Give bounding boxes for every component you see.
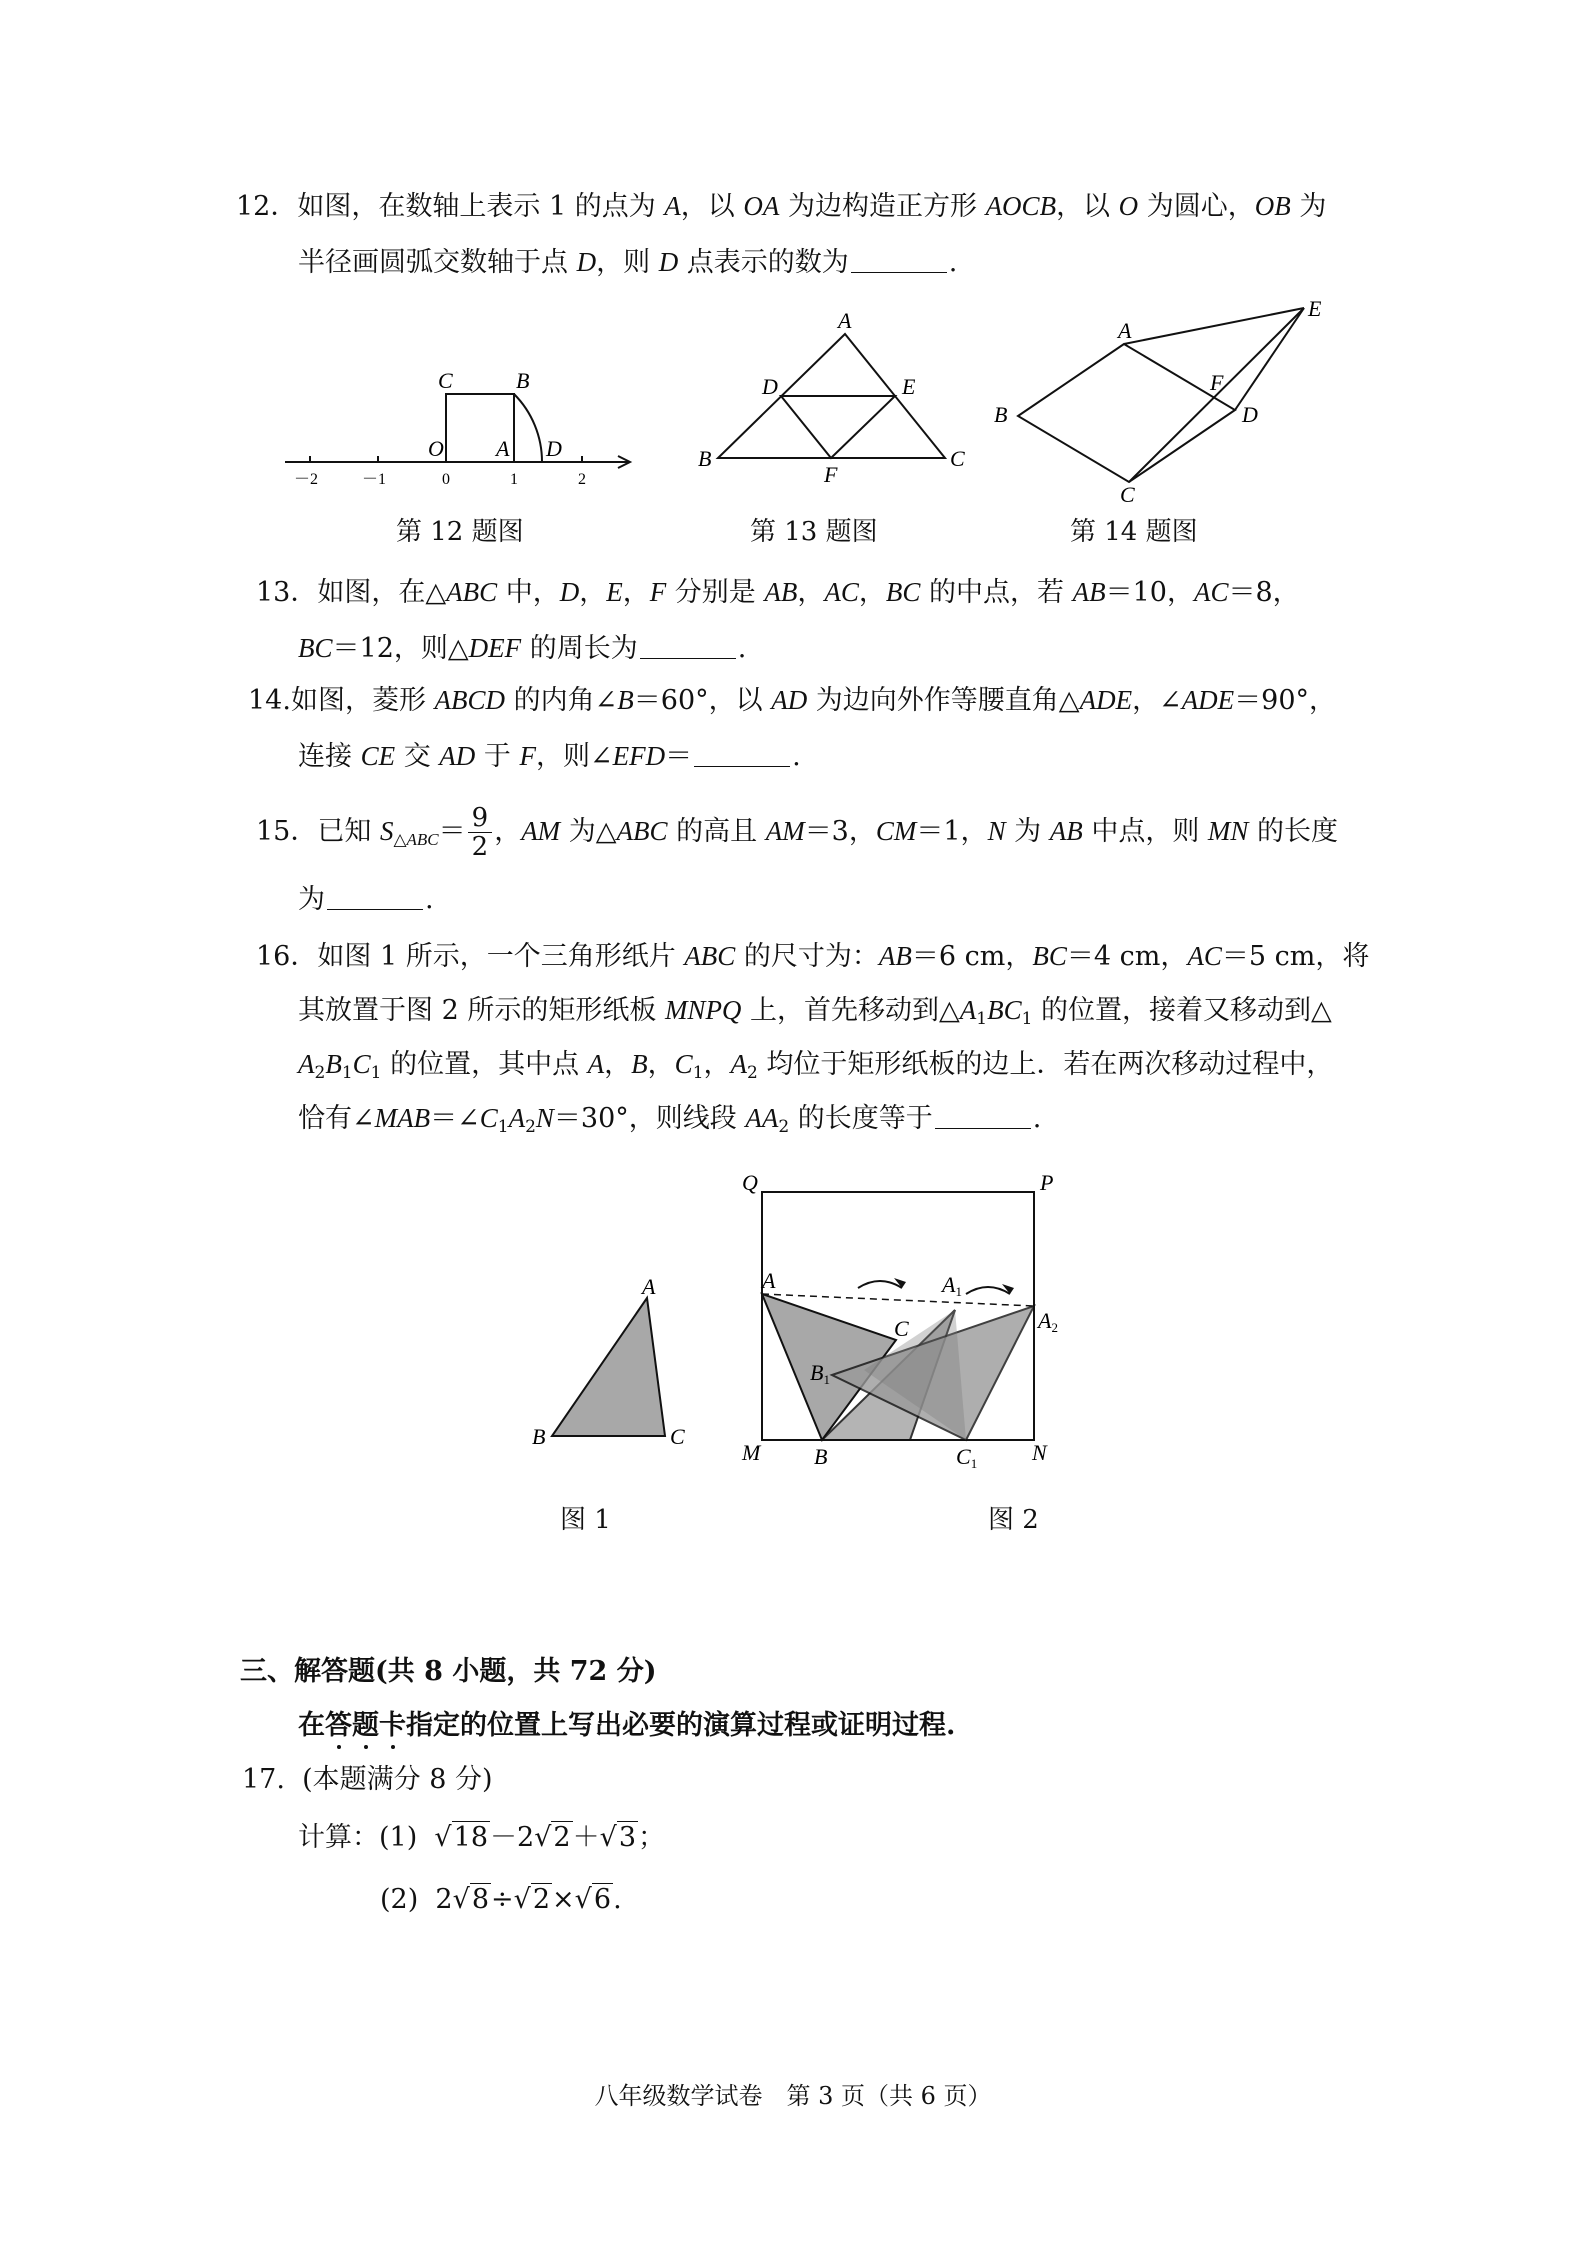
q17-part1: 计算：(1) √18－2√2＋√3； [298,1822,665,1853]
answer-blank [640,634,736,659]
label-C: C [894,1316,909,1341]
tick-label: 1 [510,471,518,488]
q13-line2: BC＝12，则△DEF 的周长为 . [298,633,747,664]
label-M: M [742,1440,761,1465]
label-A: A [496,436,510,461]
fraction: $\frac{9}{2}$ [468,804,493,861]
fig13-caption: 第 13 题图 [750,517,878,547]
q17-header: 17. (本题满分 8 分) [242,1764,493,1795]
label-B1: B1 [810,1360,830,1387]
q12-line2: 半径画圆弧交数轴于点 D，则 D 点表示的数为 . [298,247,958,278]
label-A: A [1118,318,1132,343]
fig16-2-rectangle [730,1160,1090,1480]
triangle-ABC [552,1298,665,1436]
label-B: B [516,368,530,393]
label-F: F [824,462,838,486]
label-C: C [438,368,453,393]
label-D: D [1242,402,1258,427]
q17-part2: (2) 2√8÷√2×√6. [380,1884,622,1915]
label-B: B [814,1444,828,1469]
q12-line1: 12．如图，在数轴上表示 1 的点为 A，以 OA 为边构造正方形 AOCB，以 O 为圆心，OB 为 [236,191,1327,222]
label-F: F [1210,370,1224,395]
page-footer: 八年级数学试卷 第 3 页（共 6 页） [594,2082,992,2110]
fig12-number-line [280,360,640,500]
fig14-caption: 第 14 题图 [1070,517,1198,547]
answer-blank [694,742,790,767]
fig12-caption: 第 12 题图 [396,517,524,547]
label-A2: A2 [1038,1308,1058,1335]
label-E: E [1308,296,1322,321]
label-B: B [532,1424,546,1449]
answer-blank [851,248,947,273]
label-B: B [698,446,712,471]
label-D: D [762,374,778,399]
label-C: C [670,1424,685,1449]
section-3-title: 三、解答题(共 8 小题，共 72 分) [240,1656,657,1687]
tick-label: －2 [294,471,319,488]
label-Q: Q [742,1170,758,1195]
label-C: C [950,446,965,471]
fig16-2-caption: 图 2 [988,1505,1039,1535]
q16-line3: $A_2B_1C_1$ 的位置，其中点 A，B，$C_1$，$A_2$ 均位于矩形纸板的边上．若在两次移动过程中， [298,1049,1334,1083]
label-A1: A1 [942,1272,962,1299]
label-C: C [1120,482,1135,506]
q16-line2: 其放置于图 2 所示的矩形纸板 MNPQ 上，首先移动到$\triangle A_1BC_1$ 的位置，接着又移动到△ [298,995,1332,1029]
fig14-rhombus [986,286,1346,506]
q15-line2: 为 . [298,884,434,915]
answer-blank [935,1104,1031,1129]
label-O: O [428,436,444,461]
answer-blank [327,885,423,910]
fig16-1-caption: 图 1 [560,1505,611,1535]
label-A: A [642,1274,656,1299]
label-A: A [762,1268,776,1293]
label-E: E [902,374,916,399]
label-B: B [994,402,1008,427]
q14-line1: 14.如图，菱形 ABCD 的内角∠B＝60°，以 AD 为边向外作等腰直角△ADE，∠ADE＝90°， [248,685,1337,716]
label-N: N [1032,1440,1047,1465]
fig13-triangle [690,306,970,486]
label-C1: C1 [956,1444,978,1471]
q16-line1: 16．如图 1 所示，一个三角形纸片 ABC 的尺寸为：AB＝6 cm，BC＝4 cm，AC＝5 cm，将 [256,941,1370,972]
label-P: P [1040,1170,1054,1195]
label-A: A [838,308,852,333]
section-3-instruction: 在答题卡指定的位置上写出必要的演算过程或证明过程. [298,1710,956,1741]
tick-label: －1 [362,471,387,488]
fig16-1-triangle [520,1266,720,1466]
q14-line2: 连接 CE 交 AD 于 F，则∠EFD＝ . [298,741,801,772]
tick-label: 0 [442,471,450,488]
q15-line1: 15．已知 $S_{\triangle ABC}=$ $\frac{9}{2}$ ，AM 为△ABC 的高且 AM＝3，CM＝1，N 为 AB 中点，则 MN 的长度 [256,803,1339,862]
q13-line1: 13．如图，在△ABC 中，D，E，F 分别是 AB，AC，BC 的中点，若 AB＝10，AC＝8， [256,577,1300,608]
label-D: D [546,436,562,461]
q16-line4: 恰有$\angle MAB=\angle C_1A_2N=30^\circ$，则线段 $AA_2$ 的长度等于 . [298,1103,1042,1137]
tick-label: 2 [578,471,586,488]
